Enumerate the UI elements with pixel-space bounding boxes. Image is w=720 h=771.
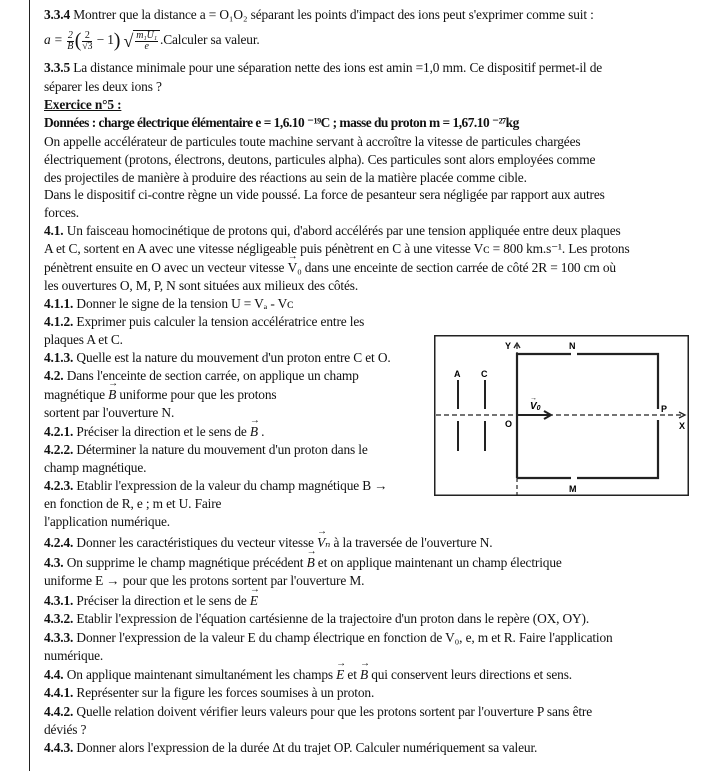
intro-text: électriquement (protons, électrons, deutons, particules alpha). Ces particules sont alors employées comme [44, 152, 596, 167]
question-text: Montrer que la distance a = O₁O₂ séparant les points d'impact des ions peut s'exprimer comme suit : [70, 7, 594, 22]
vector-b: → B [108, 386, 116, 403]
text-line: l'application numérique. [44, 514, 170, 529]
intro-text: Dans le dispositif ci-contre règne un vide poussé. La force de pesanteur sera négligée par rapport aux autres [44, 187, 605, 202]
vector-e: → E [250, 592, 258, 609]
formula-line [44, 30, 260, 52]
label-o: O [505, 419, 513, 429]
close-paren: ) [113, 29, 121, 52]
question-text: Etablir l'expression de l'équation cartésienne de la trajectoire d'un proton dans le repère (OX, OY). [73, 611, 590, 626]
question-text: Préciser la direction et le sens de [73, 593, 250, 608]
formula-tail-text: .Calculer sa valeur. [160, 32, 260, 48]
question-text: Quelle relation doivent vérifier leurs valeurs pour que les protons sortent par l'ouverture P sans être [73, 704, 593, 719]
text-line: plaques A et C. [44, 332, 123, 347]
frac-denominator: √3 [82, 40, 93, 52]
question-number: 4.2.4. [44, 535, 74, 550]
question-text: Dans l'enceinte de section carrée, on applique un champ [63, 368, 359, 383]
question-number: 3.3.5 [44, 60, 71, 75]
intro-text: On appelle accélérateur de particules toute machine servant à accroître la vitesse de particules chargées [44, 134, 581, 149]
question-text: On supprime le champ magnétique précédent [63, 555, 307, 570]
question-text: Donner l'expression de la valeur E du champ électrique en fonction de V₀, e, m et R. Faire l'application [73, 630, 613, 645]
vector-b: → B [250, 423, 258, 440]
v0-vector-arrow-icon: → [530, 395, 537, 402]
vector-v0: → V₀ [288, 259, 302, 276]
exercise-title: Exercice n°5 : [44, 97, 122, 112]
question-number: 4.3.1. [44, 593, 74, 608]
accelerator-diagram [434, 335, 689, 496]
label-c: C [481, 369, 488, 379]
radicand [133, 30, 160, 52]
text-segment: dans une enceinte de section carrée de côté 2R = 100 cm où [301, 260, 616, 275]
question-4-4-3 [44, 739, 537, 756]
text-line: les ouvertures O, M, P, N sont situées aux milieux des côtés. [44, 278, 359, 293]
question-number: 4.4.1. [44, 685, 74, 700]
minus-one: − 1 [93, 32, 114, 48]
question-4-1-1 [44, 295, 293, 312]
question-number: 4.2. [44, 368, 64, 383]
label-m: M [569, 484, 577, 494]
question-number: 4.3.2. [44, 611, 74, 626]
question-number: 4.1.2. [44, 314, 74, 329]
question-4-3-3 [44, 629, 613, 646]
question-4-3 [44, 554, 562, 571]
question-3-3-5 [44, 59, 602, 76]
question-number: 4.4. [44, 667, 64, 682]
frac-numerator: m₁U₁ [136, 30, 157, 41]
text-segment: à la traversée de l'ouverture N. [330, 535, 493, 550]
question-4-3-1 [44, 592, 258, 609]
text-line [44, 386, 276, 403]
question-4-1-2 [44, 313, 364, 330]
question-text: Etablir l'expression de la valeur du champ magnétique B → [73, 478, 388, 493]
frac-denominator: B [67, 40, 74, 52]
question-text: Donner les caractéristiques du vecteur vitesse [73, 535, 318, 550]
text-segment: magnétique [44, 387, 109, 402]
frac-denominator: e [144, 41, 149, 52]
text-segment: uniforme pour que les protons [116, 387, 277, 402]
question-text: Un faisceau homocinétique de protons qui, d'abord accélérés par une tension appliquée entre deux plaques [63, 223, 621, 238]
label-p: P [661, 404, 668, 414]
question-4-2 [44, 367, 359, 384]
question-text: Exprimer puis calculer la tension accélératrice entre les [73, 314, 365, 329]
question-4-3-2 [44, 610, 589, 627]
question-3-3-4 [44, 6, 594, 23]
intro-text: forces. [44, 205, 80, 220]
question-4-4 [44, 666, 572, 683]
question-number: 4.1.1. [44, 296, 74, 311]
text-line: déviés ? [44, 722, 87, 737]
label-x: X [679, 421, 686, 431]
question-number: 3.3.4 [44, 7, 71, 22]
vector-e: → E [336, 666, 344, 683]
vector-b: → B [307, 554, 315, 571]
question-text: Donner alors l'expression de la durée Δt du trajet OP. Calculer numériquement sa valeur. [73, 740, 538, 755]
question-4-2-3 [44, 477, 388, 494]
question-text: On applique maintenant simultanément les champs [63, 667, 337, 682]
question-text: Donner le signe de la tension U = Vₐ - Vᴄ [73, 296, 294, 311]
vector-vn: → Vₙ [317, 534, 330, 551]
question-number: 4.2.3. [44, 478, 74, 493]
radical-sign-icon: √ [123, 31, 134, 51]
question-text: La distance minimale pour une séparation nette des ions est amin =1,0 mm. Ce dispositif permet-il de [70, 60, 603, 75]
question-number: 4.2.1. [44, 424, 74, 439]
question-number: 4.1. [44, 223, 64, 238]
text-segment: qui conservent leurs directions et sens. [368, 667, 572, 682]
label-n: N [569, 341, 576, 351]
label-a: A [454, 369, 461, 379]
text-line: uniforme E → pour que les protons sortent par l'ouverture M. [44, 573, 365, 588]
question-number: 4.1.3. [44, 350, 74, 365]
question-number: 4.3. [44, 555, 64, 570]
question-text: Déterminer la nature du mouvement d'un proton dans le [73, 442, 368, 457]
question-4-2-2 [44, 441, 368, 458]
question-text: Préciser la direction et le sens de [73, 424, 250, 439]
open-paren: ( [74, 29, 82, 52]
label-v0: V0 [530, 401, 541, 412]
page-left-border [29, 0, 30, 771]
question-number: 4.4.3. [44, 740, 74, 755]
fraction-2-over-sqrt3 [82, 31, 92, 52]
intro-text: des projectiles de manière à produire des réactions au sein de la matière placée comme cible. [44, 170, 527, 185]
vector-b: → B [360, 666, 368, 683]
question-4-4-2 [44, 703, 592, 720]
question-4-4-1 [44, 684, 374, 701]
formula-lhs: a = [44, 32, 66, 48]
text-segment: et [344, 667, 360, 682]
question-4-2-4 [44, 534, 493, 551]
radicand-fraction [135, 31, 158, 52]
question-text: Représenter sur la figure les forces soumises à un proton. [73, 685, 375, 700]
text-segment: et on applique maintenant un champ électrique [314, 555, 562, 570]
text-line: en fonction de R, e ; m et U. Faire [44, 496, 222, 511]
label-y: Y [505, 341, 512, 351]
text-line: champ magnétique. [44, 460, 147, 475]
question-number: 4.4.2. [44, 704, 74, 719]
text-line [44, 259, 616, 276]
question-4-1 [44, 222, 621, 239]
given-data: Données : charge électrique élémentaire e = 1,6.10 ⁻¹⁹C ; masse du proton m = 1,67.10 ⁻²⁷kg [44, 115, 519, 130]
fraction-2-over-b [67, 31, 74, 52]
frac-numerator: 2 [82, 31, 92, 42]
text-line: sortent par l'ouverture N. [44, 405, 175, 420]
frac-numerator: 2 [67, 29, 73, 41]
question-number: 4.3.3. [44, 630, 74, 645]
question-number: 4.2.2. [44, 442, 74, 457]
square-root [123, 30, 160, 52]
question-text: Quelle est la nature du mouvement d'un proton entre C et O. [73, 350, 391, 365]
question-4-2-1 [44, 423, 264, 440]
text-segment: pénètrent ensuite en O avec un vecteur vitesse [44, 260, 288, 275]
text-line: A et C, sortent en A avec une vitesse négligeable puis pénètrent en C à une vitesse Vᴄ = 800 km.s⁻¹. Les protons [44, 241, 630, 256]
text-segment: . [257, 424, 265, 439]
text-line: numérique. [44, 648, 104, 663]
text-line: séparer les deux ions ? [44, 79, 162, 94]
question-4-1-3 [44, 349, 391, 366]
